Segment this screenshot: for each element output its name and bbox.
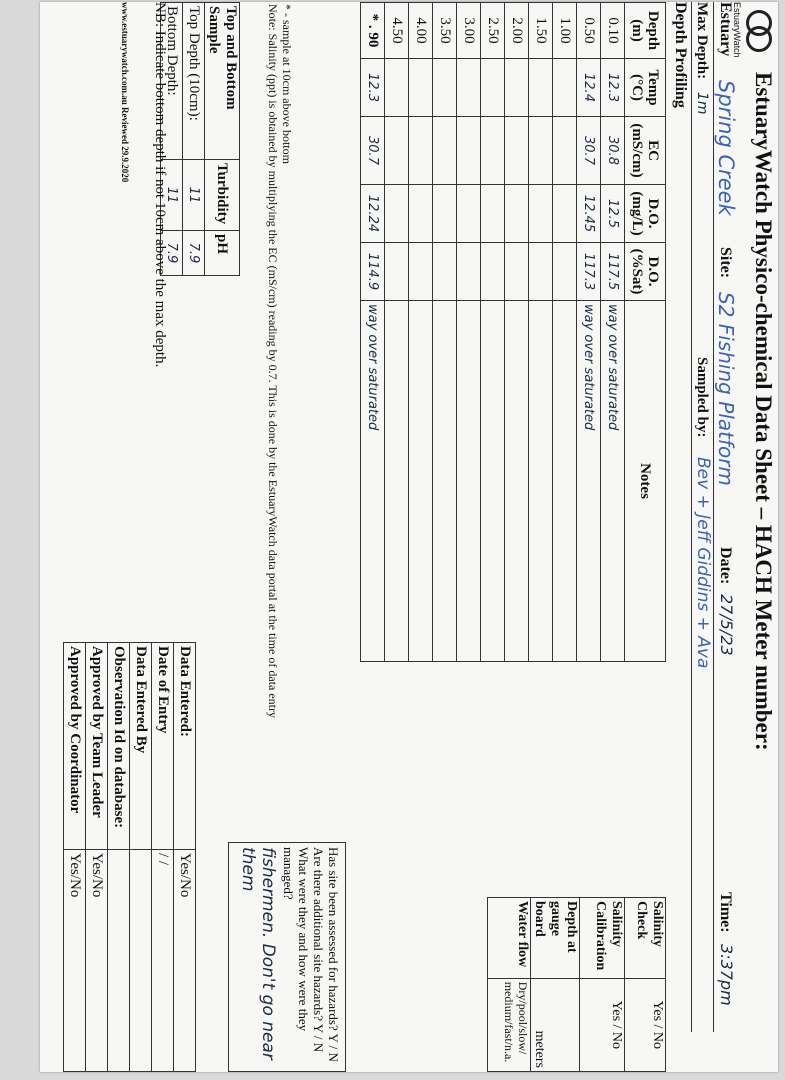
table-row [130,643,152,1072]
notes-cell [553,301,577,662]
notes-cell [505,301,529,662]
ec-cell: 30.8 [601,117,625,185]
depth-cell: * . 90 [361,3,385,59]
entry-label: Observation Id on database: [108,643,130,850]
do-sat-cell [481,243,505,301]
depth-cell: 3.50 [433,3,457,59]
do-sat-cell [433,243,457,301]
table-row [183,3,205,276]
depth-cell: 1.00 [553,3,577,59]
time-value: 3:37pm [717,944,736,1006]
website-footer: www.estuarywatch.com.au Reviewed 29.9.2020 [120,2,130,183]
footnote-salinity: Note: Salinity (ppt) is obtained by multiplying the EC (mS/cm) reading by 0.7. This is done by the EstuaryWatch data portal at the time of data entry [266,4,280,718]
do-mg-cell: 12.5 [601,185,625,243]
entry-value: Yes/No [174,850,196,1072]
entry-value [108,850,130,1072]
gauge-depth-label: Depth at gauge board [531,898,580,979]
temp-cell: 12.4 [577,59,601,117]
do-mg-cell [433,185,457,243]
entry-value: / / [152,850,174,1072]
do-sat-cell: 114.9 [361,243,385,301]
site-label: Site: [717,247,734,279]
do-sat-cell [505,243,529,301]
top-turbidity: 11 [183,160,205,231]
table-row [553,3,577,662]
do-mg-cell [409,185,433,243]
notes-cell: way over saturated [577,301,601,662]
table-row [86,643,108,1072]
sampled-by-label: Sampled by: [694,357,710,438]
time-label: Time: [717,892,734,933]
salinity-check-value: Yes / No [625,978,666,1071]
table-row [505,3,529,662]
do-sat-cell [529,243,553,301]
col-do-sat: D.O. (%Sat) [625,243,666,301]
hazard-answer: fishermen. Don't go near them [238,847,278,1060]
sampled-by-value: Bev + Jeff Giddins + Ava [693,457,713,669]
hazard-additional-question: Are there additional site hazards? Y / N [311,847,326,1053]
bottom-depth-label: Bottom Depth: [161,3,183,160]
col-depth: Depth (m) [625,3,666,59]
ec-cell [409,117,433,185]
notes-cell [385,301,409,662]
data-sheet-page [40,2,778,1072]
temp-cell [553,59,577,117]
nb-bottom-depth: NB: Indicate bottom depth if not 10cm above the max depth. [152,2,168,368]
do-mg-cell [553,185,577,243]
date-value: 27/5/23 [717,594,736,656]
entry-label: Data Entered By [130,643,152,850]
water-flow-value: Dry/pool/slow/ medium/fast/n.a. [488,978,531,1071]
logo-text: EstuaryWatch [732,2,742,58]
depth-profiling-title: Depth Profiling [672,2,689,108]
sample-col-label: Top and Bottom Sample [205,3,240,160]
top-bottom-sample-table [160,2,240,276]
top-depth-label: Top Depth (10cm): [183,3,205,160]
temp-cell [433,59,457,117]
col-do-mg: D.O. (mg/L) [625,185,666,243]
ec-cell [529,117,553,185]
notes-cell [409,301,433,662]
salinity-calibration-label: Salinity Calibration [580,898,625,979]
sample-col-turbidity: Turbidity [205,160,240,231]
ec-cell: 30.7 [361,117,385,185]
ec-cell [553,117,577,185]
gauge-depth-value: meters [531,978,580,1071]
table-row [577,3,601,662]
hazard-assessed-question: Has site been assessed for hazards? Y / N [326,847,341,1062]
notes-cell [481,301,505,662]
do-mg-cell [529,185,553,243]
salinity-calibration-value: Yes / No [580,978,625,1071]
salinity-check-table [487,897,666,1072]
entry-label: Data Entered: [174,643,196,850]
temp-cell: 12.3 [361,59,385,117]
temp-cell [481,59,505,117]
entry-label: Approved by Coordinator [64,643,86,850]
sheet-title: EstuaryWatch Physico-chemical Data Sheet – HACH Meter number: [751,72,776,751]
do-mg-cell: 12.45 [577,185,601,243]
col-notes: Notes [625,301,666,662]
do-mg-cell: 12.24 [361,185,385,243]
entry-value: Yes/No [64,850,86,1072]
do-mg-cell [457,185,481,243]
do-mg-cell [481,185,505,243]
temp-cell [457,59,481,117]
estuarywatch-logo [728,2,778,62]
do-sat-cell: 117.3 [577,243,601,301]
max-depth-label: Max Depth: [694,2,710,80]
ec-cell [457,117,481,185]
table-row [64,643,86,1072]
bottom-ph: 7.9 [161,231,183,276]
table-row [152,643,174,1072]
temp-cell [409,59,433,117]
site-value: S2 Fishing Platform [714,292,738,486]
table-row [481,3,505,662]
temp-cell [505,59,529,117]
notes-cell [433,301,457,662]
col-ec: EC (mS/cm) [625,117,666,185]
table-row [601,3,625,662]
bottom-turbidity: 11 [161,160,183,231]
table-row [409,3,433,662]
do-sat-cell [385,243,409,301]
top-ph: 7.9 [183,231,205,276]
table-row [433,3,457,662]
table-row [361,3,385,662]
depth-cell: 0.50 [577,3,601,59]
do-sat-cell: 117.5 [601,243,625,301]
table-row [108,643,130,1072]
ec-cell [433,117,457,185]
rotated-sheet-content [40,2,778,1072]
entry-value: Yes/No [86,850,108,1072]
depth-cell: 4.00 [409,3,433,59]
do-sat-cell [409,243,433,301]
temp-cell [529,59,553,117]
date-label: Date: [717,547,734,585]
ec-cell: 30.7 [577,117,601,185]
notes-cell: way over saturated [601,301,625,662]
depth-cell: 1.50 [529,3,553,59]
notes-cell [457,301,481,662]
footnote-sample-star: * - sample at 10cm above bottom [280,4,294,164]
entry-label: Approved by Team Leader [86,643,108,850]
col-temp: Temp (°C) [625,59,666,117]
notes-cell: way over saturated [361,301,385,662]
depth-cell: 2.50 [481,3,505,59]
do-mg-cell [505,185,529,243]
estuary-value: Spring Creek [714,80,738,216]
depth-profiling-table [360,2,666,662]
table-row [174,643,196,1072]
ec-cell [385,117,409,185]
depth-cell: 0.10 [601,3,625,59]
do-sat-cell [553,243,577,301]
temp-cell [385,59,409,117]
table-row [385,3,409,662]
entry-label: Date of Entry [152,643,174,850]
do-mg-cell [385,185,409,243]
depth-cell: 2.00 [505,3,529,59]
notes-cell [529,301,553,662]
ec-cell [481,117,505,185]
depth-cell: 3.00 [457,3,481,59]
temp-cell: 12.3 [601,59,625,117]
do-sat-cell [457,243,481,301]
site-hazard-box [228,842,346,1072]
water-flow-label: Water flow [488,898,531,979]
sample-col-ph: pH [205,231,240,276]
estuary-label: Estuary [717,2,734,57]
data-entry-table [63,642,196,1072]
entry-value [130,850,152,1072]
table-row [457,3,481,662]
depth-cell: 4.50 [385,3,409,59]
salinity-check-label: Salinity Check [625,898,666,979]
hazard-managed-question: What were they and how were they managed? [281,847,311,1032]
max-depth-value: 1m [694,92,710,115]
ec-cell [505,117,529,185]
table-row [529,3,553,662]
